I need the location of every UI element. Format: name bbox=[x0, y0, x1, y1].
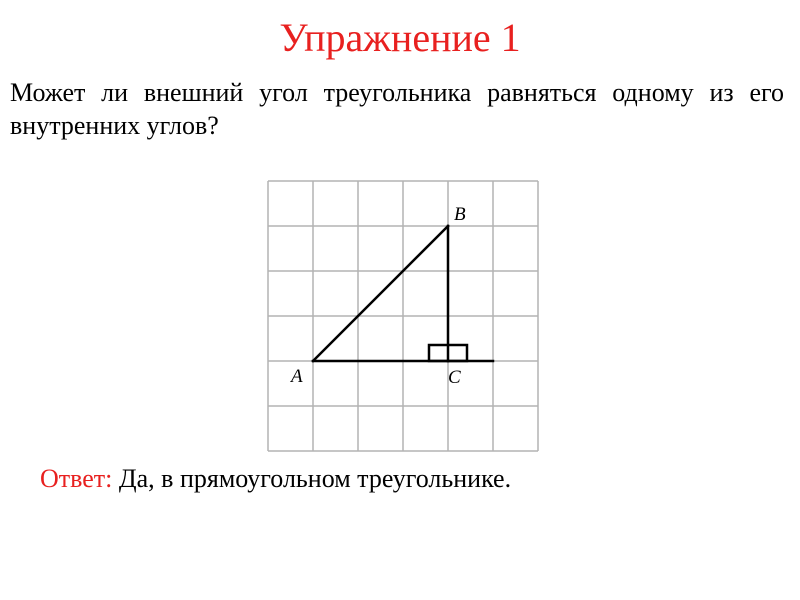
grid bbox=[268, 181, 538, 451]
side-ab bbox=[313, 226, 448, 361]
answer-text: Да, в прямоугольном треугольнике. bbox=[118, 464, 512, 493]
point-label-a: A bbox=[291, 366, 303, 387]
question-text: Может ли внешний угол треугольника равняться одному из его внутренних углов? bbox=[10, 78, 784, 140]
answer bbox=[40, 464, 511, 494]
answer-label: Ответ: bbox=[40, 464, 113, 493]
point-label-b: B bbox=[454, 204, 466, 225]
point-label-c: C bbox=[448, 367, 461, 388]
slide-title: Упражнение 1 bbox=[279, 15, 521, 60]
